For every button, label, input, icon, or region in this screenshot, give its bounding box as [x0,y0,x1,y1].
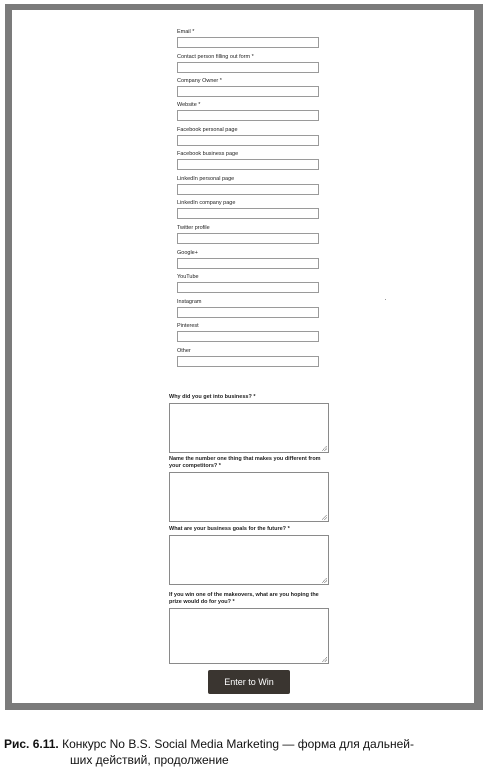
facebook-business-field [177,150,319,170]
pinterest-input[interactable] [177,331,319,342]
question-label: What are your business goals for the future? * [169,526,290,532]
field-label: Other [177,348,191,354]
facebook-personal-field [177,126,319,146]
business-goals-textarea[interactable] [169,535,329,585]
facebook-business-input[interactable] [177,159,319,170]
linkedin-company-input[interactable] [177,208,319,219]
youtube-input[interactable] [177,282,319,293]
question-prize-hopes [169,592,329,664]
field-label: LinkedIn company page [177,200,236,206]
caption-line-2: ших действий, продолжение [70,753,229,767]
field-label: Facebook personal page [177,127,238,133]
prize-hopes-textarea[interactable] [169,608,329,664]
stray-dot [385,299,386,300]
field-label: Facebook business page [177,151,239,157]
field-label: Pinterest [177,323,199,329]
field-label: Instagram [177,299,202,305]
company-owner-field [177,77,319,97]
company-owner-input[interactable] [177,86,319,97]
contact-person-field [177,53,319,73]
field-label: Email * [177,29,195,35]
other-field [177,347,319,367]
caption-line-1: Конкурс No B.S. Social Media Marketing — форма для дальней- [62,737,414,751]
youtube-field [177,273,319,293]
field-label: LinkedIn personal page [177,176,235,182]
instagram-input[interactable] [177,307,319,318]
linkedin-company-field [177,199,319,219]
figure-number: Рис. 6.11. [4,737,59,751]
differentiator-textarea[interactable] [169,472,329,522]
resize-handle-icon[interactable] [322,515,327,520]
why-business-textarea[interactable] [169,403,329,453]
pinterest-field [177,322,319,342]
facebook-personal-input[interactable] [177,135,319,146]
enter-to-win-button[interactable]: Enter to Win [208,670,290,694]
resize-handle-icon[interactable] [322,657,327,662]
website-input[interactable] [177,110,319,121]
instagram-field [177,298,319,318]
question-differentiator [169,456,329,522]
linkedin-personal-input[interactable] [177,184,319,195]
website-field [177,101,319,121]
other-input[interactable] [177,356,319,367]
field-label: Google+ [177,250,198,256]
field-label: Website * [177,102,201,108]
email-field [177,28,319,48]
figure-caption [4,736,490,768]
resize-handle-icon[interactable] [322,446,327,451]
question-business-goals [169,526,329,585]
twitter-field [177,224,319,244]
resize-handle-icon[interactable] [322,578,327,583]
question-why-business [169,394,329,453]
contact-person-input[interactable] [177,62,319,73]
question-label: If you win one of the makeovers, what are you hoping the prize would do for you? * [169,592,319,605]
linkedin-personal-field [177,175,319,195]
field-label: Contact person filling out form * [177,54,254,60]
google-plus-field [177,249,319,269]
twitter-input[interactable] [177,233,319,244]
email-input[interactable] [177,37,319,48]
question-label: Name the number one thing that makes you different from your competitors? * [169,456,321,469]
google-plus-input[interactable] [177,258,319,269]
field-label: Company Owner * [177,78,222,84]
question-label: Why did you get into business? * [169,394,256,400]
field-label: YouTube [177,274,199,280]
field-label: Twitter profile [177,225,210,231]
